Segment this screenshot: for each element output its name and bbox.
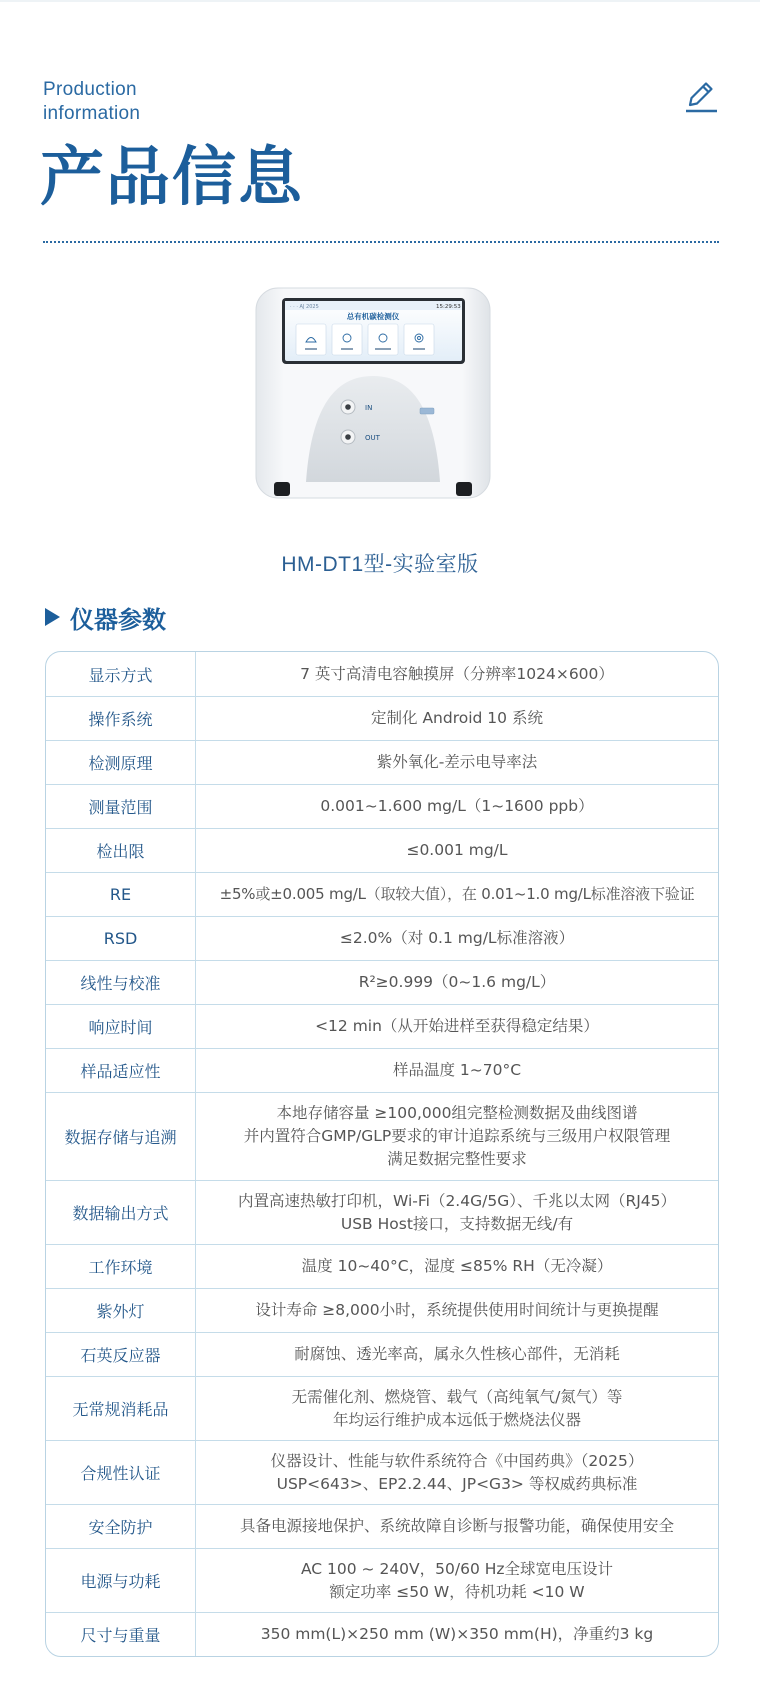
- spec-label: 工作环境: [46, 1245, 196, 1288]
- section-title: 仪器参数: [70, 605, 166, 634]
- screen-tile-3: [368, 324, 398, 355]
- port-out-label: OUT: [365, 434, 380, 442]
- spec-value: [196, 961, 718, 1004]
- table-row: [46, 696, 718, 740]
- spec-value: [196, 829, 718, 872]
- spec-value: [196, 1093, 718, 1180]
- table-row: [46, 1504, 718, 1548]
- table-row: [46, 740, 718, 784]
- spec-value-line: 满足数据完整性要求: [387, 1150, 527, 1168]
- spec-value-line: 0.001~1.600 mg/L（1~1600 ppb）: [320, 797, 594, 815]
- top-divider: [0, 0, 760, 2]
- screen-clock: 15:29:53: [436, 304, 461, 310]
- table-row: [46, 1332, 718, 1376]
- spec-value-line: 仪器设计、性能与软件系统符合《中国药典》（2025）: [270, 1451, 644, 1470]
- spec-value-line: AC 100 ~ 240V，50/60 Hz全球宽电压设计: [300, 1559, 614, 1578]
- spec-value-line: 350 mm(L)×250 mm (W)×350 mm(H)，净重约3 kg: [260, 1625, 654, 1643]
- spec-value: [196, 1613, 718, 1656]
- screen-tile-1: [296, 324, 326, 355]
- spec-value: [196, 741, 718, 784]
- table-row: [46, 1048, 718, 1092]
- spec-value: [196, 873, 718, 916]
- spec-value-line: 样品温度 1~70°C: [392, 1061, 522, 1079]
- table-row: [46, 1376, 718, 1440]
- spec-label: 数据存储与追溯: [46, 1093, 196, 1180]
- section-heading: [45, 602, 166, 632]
- spec-label: 紫外灯: [46, 1289, 196, 1332]
- table-row: [46, 1612, 718, 1656]
- table-row: [46, 652, 718, 696]
- table-row: [46, 1092, 718, 1180]
- spec-value-line: 紫外氧化-差示电导率法: [376, 753, 538, 771]
- spec-label: RE: [46, 873, 196, 916]
- table-row: [46, 916, 718, 960]
- dotted-divider: [43, 241, 719, 243]
- port-in-label: IN: [365, 404, 373, 412]
- spec-value: [196, 785, 718, 828]
- table-row: [46, 784, 718, 828]
- english-title-line1: Production: [43, 79, 137, 100]
- spec-label: 检出限: [46, 829, 196, 872]
- spec-label: 无常规消耗品: [46, 1377, 196, 1440]
- spec-value: [196, 1181, 718, 1244]
- spec-value: [196, 1005, 718, 1048]
- spec-value-line: 具备电源接地保护、系统故障自诊断与报警功能，确保使用安全: [239, 1517, 674, 1535]
- table-row: [46, 1440, 718, 1504]
- spec-value-line: R²≥0.999（0~1.6 mg/L）: [358, 973, 556, 991]
- spec-label: RSD: [46, 917, 196, 960]
- spec-label: 石英反应器: [46, 1333, 196, 1376]
- spec-value-line: 并内置符合GMP/GLP要求的审计追踪系统与三级用户权限管理: [243, 1127, 671, 1145]
- table-row: [46, 872, 718, 916]
- spec-value: [196, 1377, 718, 1440]
- table-row: [46, 960, 718, 1004]
- spec-label: 数据输出方式: [46, 1181, 196, 1244]
- spec-value-line: 额定功率 ≤50 W，待机功耗 <10 W: [329, 1582, 585, 1601]
- screen-tile-2: [332, 324, 362, 355]
- spec-value: [196, 917, 718, 960]
- spec-value-line: <12 min（从开始进样至获得稳定结果）: [315, 1017, 599, 1035]
- spec-value: [196, 1505, 718, 1548]
- spec-table: [45, 651, 719, 1657]
- triangle-right-icon: [45, 608, 60, 626]
- spec-label: 安全防护: [46, 1505, 196, 1548]
- spec-value-line: USP<643>、EP2.2.44、JP<G3> 等权威药典标准: [276, 1474, 638, 1493]
- spec-label: 线性与校准: [46, 961, 196, 1004]
- spec-label: 电源与功耗: [46, 1549, 196, 1612]
- table-row: [46, 828, 718, 872]
- spec-value: [196, 1333, 718, 1376]
- spec-value: [196, 697, 718, 740]
- instrument-image: [254, 286, 492, 520]
- spec-value-line: 定制化 Android 10 系统: [371, 709, 543, 727]
- screen-title: 总有机碳检测仪: [346, 312, 400, 321]
- spec-value: [196, 652, 718, 696]
- spec-value: [196, 1245, 718, 1288]
- spec-label: 测量范围: [46, 785, 196, 828]
- spec-value-line: ±5%或±0.005 mg/L（取较大值），在 0.01~1.0 mg/L标准溶液下验证: [219, 885, 695, 903]
- spec-value: [196, 1049, 718, 1092]
- spec-label: 样品适应性: [46, 1049, 196, 1092]
- screen-status-left: · · · AJ 2025: [290, 304, 319, 310]
- spec-value-line: 温度 10~40°C，湿度 ≤85% RH（无冷凝）: [301, 1257, 613, 1275]
- spec-label: 合规性认证: [46, 1441, 196, 1504]
- english-title: [43, 78, 140, 126]
- spec-value-line: 无需催化剂、燃烧管、载气（高纯氧气/氮气）等: [291, 1387, 623, 1406]
- spec-value: [196, 1549, 718, 1612]
- spec-label: 操作系统: [46, 697, 196, 740]
- page-title: 产品信息: [40, 140, 304, 215]
- table-row: [46, 1004, 718, 1048]
- english-title-line2: information: [43, 103, 141, 124]
- spec-value-line: 耐腐蚀、透光率高，属永久性核心部件，无消耗: [294, 1345, 620, 1363]
- spec-value-line: USB Host接口，支持数据无线/有: [340, 1214, 574, 1233]
- spec-value-line: 7 英寸高清电容触摸屏（分辨率1024×600）: [300, 664, 614, 683]
- spec-value: [196, 1289, 718, 1332]
- spec-label: 尺寸与重量: [46, 1613, 196, 1656]
- table-row: [46, 1180, 718, 1244]
- pencil-icon: [684, 77, 718, 115]
- spec-label: 显示方式: [46, 652, 196, 696]
- table-row: [46, 1244, 718, 1288]
- spec-value-line: 本地存储容量 ≥100,000组完整检测数据及曲线图谱: [276, 1104, 638, 1122]
- spec-value-line: ≤0.001 mg/L: [406, 841, 508, 859]
- spec-value-line: 设计寿命 ≥8,000小时，系统提供使用时间统计与更换提醒: [255, 1301, 659, 1319]
- spec-value-line: 年均运行维护成本远低于燃烧法仪器: [332, 1410, 581, 1429]
- table-row: [46, 1548, 718, 1612]
- spec-value-line: ≤2.0%（对 0.1 mg/L标准溶液）: [339, 929, 575, 947]
- table-row: [46, 1288, 718, 1332]
- spec-label: 检测原理: [46, 741, 196, 784]
- spec-value-line: 内置高速热敏打印机，Wi-Fi（2.4G/5G）、千兆以太网（RJ45）: [237, 1191, 677, 1210]
- spec-value: [196, 1441, 718, 1504]
- spec-label: 响应时间: [46, 1005, 196, 1048]
- model-name: HM-DT1型-实验室版: [281, 553, 479, 576]
